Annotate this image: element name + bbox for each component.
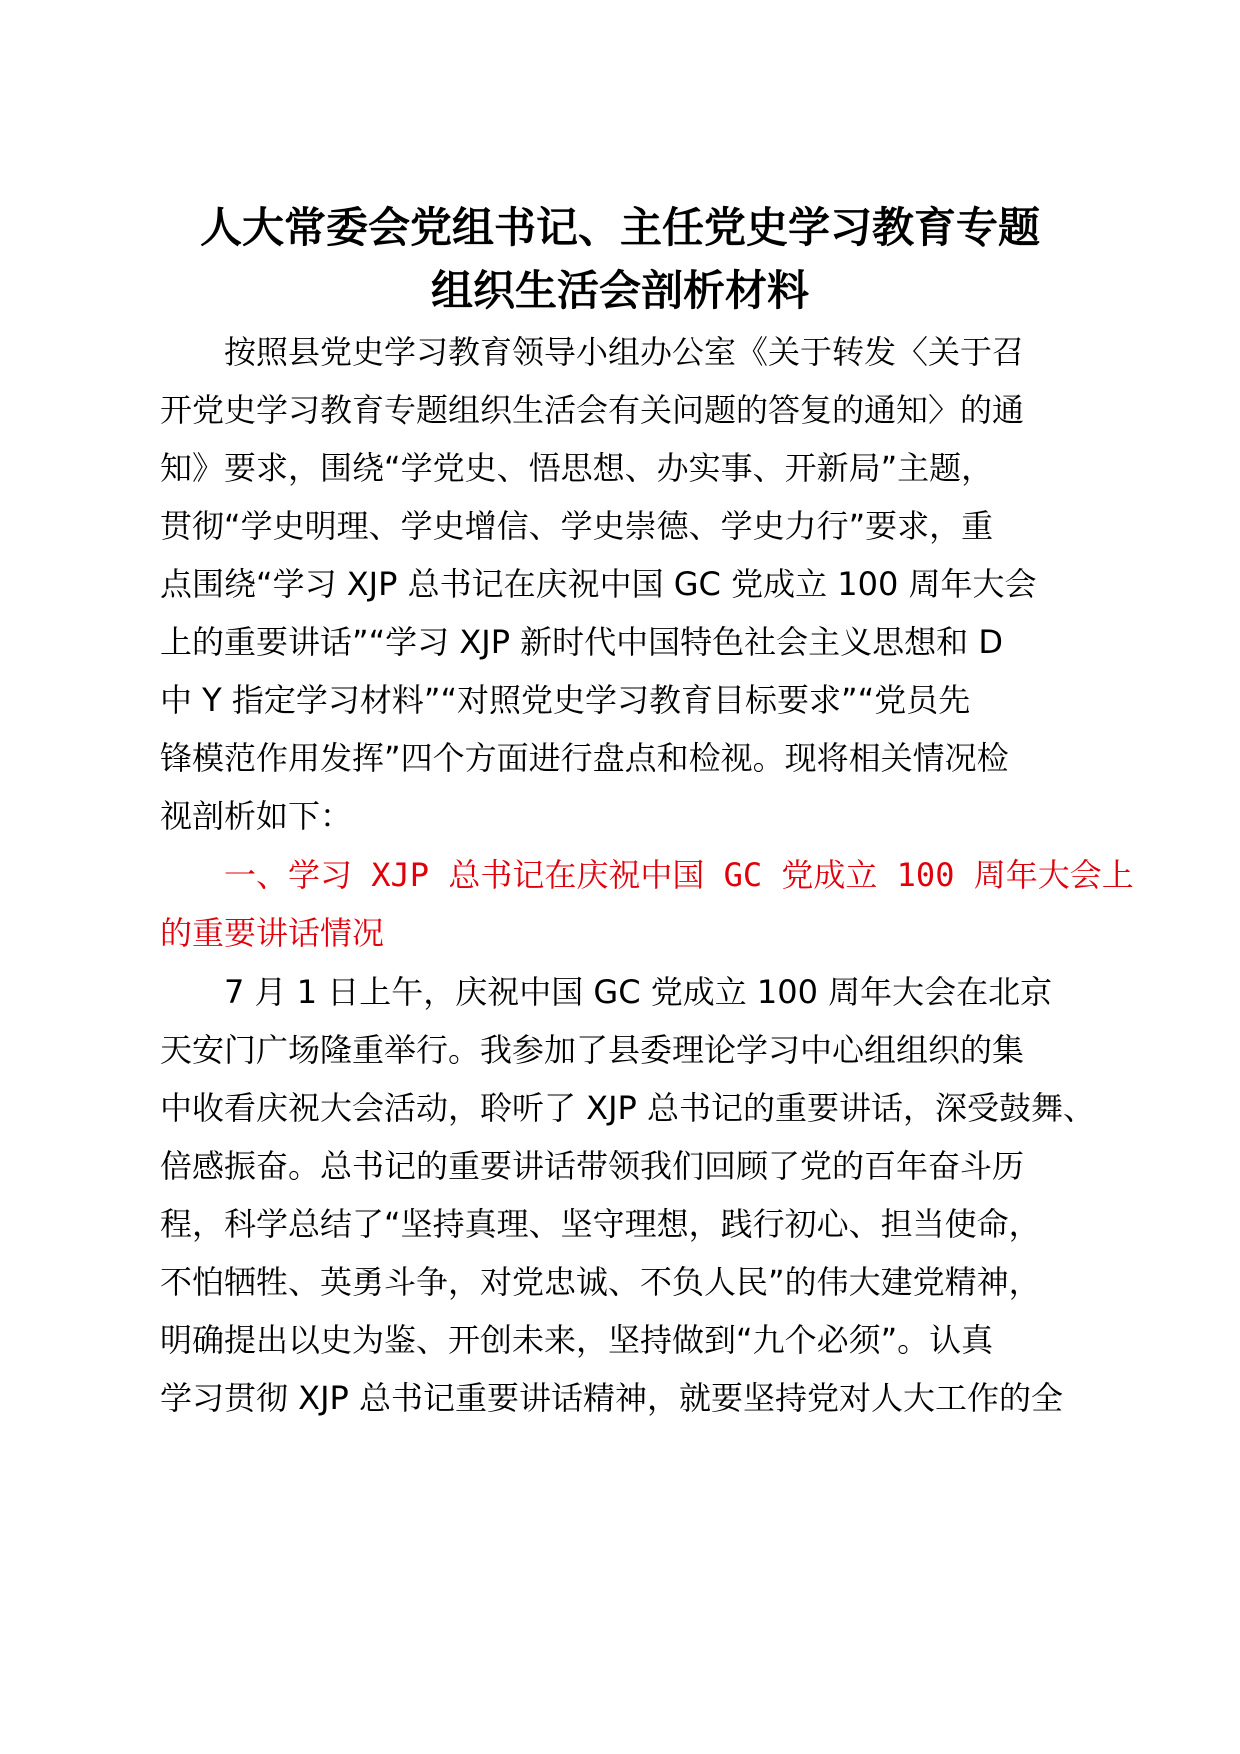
paragraph-line: 视剖析如下：: [160, 797, 353, 835]
paragraph-line: 锋模范作用发挥”四个方面进行盘点和检视。现将相关情况检: [160, 739, 1009, 777]
paragraph-line: 学习贯彻 XJP 总书记重要讲话精神，就要坚持党对人大工作的全: [160, 1379, 1064, 1417]
paragraph-line: 贯彻“学史明理、学史增信、学史崇德、学史力行”要求，重: [160, 507, 994, 545]
section-heading-line: 一、学习 XJP 总书记在庆祝中国 GC 党成立 100 周年大会上: [160, 856, 1134, 894]
section-heading-line: 的重要讲话情况: [160, 914, 385, 952]
document-title-line-2: 组织生活会剖析材料: [430, 266, 809, 315]
paragraph-line: 点围绕“学习 XJP 总书记在庆祝中国 GC 党成立 100 周年大会: [160, 565, 1037, 603]
paragraph-line: 天安门广场隆重举行。我参加了县委理论学习中心组组织的集: [160, 1031, 1025, 1069]
paragraph-line: 按照县党史学习教育领导小组办公室《关于转发〈关于召: [160, 333, 1025, 371]
paragraph-line: 开党史学习教育专题组织生活会有关问题的答复的通知〉的通: [160, 391, 1025, 429]
paragraph-line: 上的重要讲话”“学习 XJP 新时代中国特色社会主义思想和 D: [160, 623, 1003, 661]
paragraph-line: 知》要求，围绕“学党史、悟思想、办实事、开新局”主题，: [160, 449, 994, 487]
paragraph-line: 中 Y 指定学习材料”“对照党史学习教育目标要求”“党员先: [160, 681, 971, 719]
paragraph-line: 不怕牺牲、英勇斗争，对党忠诚、不负人民”的伟大建党精神，: [160, 1263, 1041, 1301]
document-title-line-1: 人大常委会党组书记、主任党史学习教育专题: [199, 203, 1040, 252]
paragraph-line: 明确提出以史为鉴、开创未来，坚持做到“九个必须”。认真: [160, 1321, 994, 1359]
paragraph-line: 中收看庆祝大会活动，聆听了 XJP 总书记的重要讲话，深受鼓舞、: [160, 1089, 1096, 1127]
paragraph-line: 7 月 1 日上午，庆祝中国 GC 党成立 100 周年大会在北京: [160, 973, 1053, 1011]
paragraph-line: 程，科学总结了“坚持真理、坚守理想，践行初心、担当使命，: [160, 1205, 1041, 1243]
paragraph-line: 倍感振奋。总书记的重要讲话带领我们回顾了党的百年奋斗历: [160, 1147, 1025, 1185]
